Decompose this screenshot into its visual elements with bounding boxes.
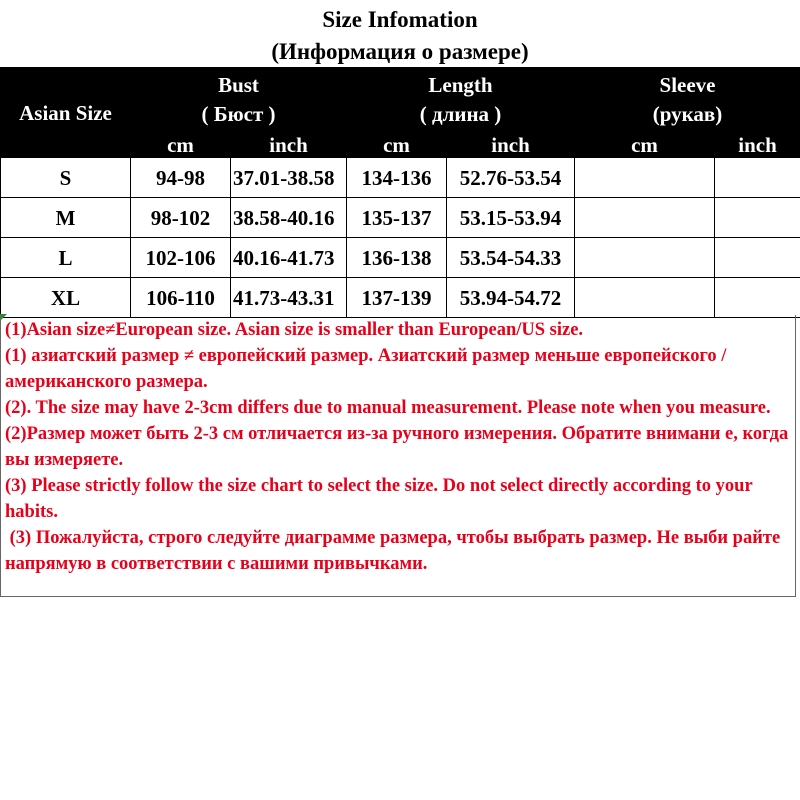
size-table [0,67,800,318]
header-sleeve [575,68,800,132]
header-sleeve-name: Sleeve [659,73,716,97]
sleeve-cm [575,158,715,198]
unit-bust-inch: inch [231,132,347,158]
bust-inch: 40.16-41.73 [231,238,347,278]
header-bust-sub: ( Бюст ) [201,102,276,126]
note-3-en: (3) Please strictly follow the size chart to select the size. Do not select directly according to your habits. [5,476,753,522]
header-length-sub: ( длина ) [419,102,502,126]
notes-box [0,315,796,597]
unit-sleeve-cm: cm [575,132,715,158]
header-bust [131,68,347,132]
size-label: M [1,198,131,238]
length-inch: 52.76-53.54 [447,158,575,198]
unit-length-inch: inch [447,132,575,158]
unit-length-cm: cm [347,132,447,158]
page-subtitle: (Информация о размере) [271,39,529,64]
length-cm: 135-137 [347,198,447,238]
length-inch: 53.54-54.33 [447,238,575,278]
table-row [1,238,800,278]
table-row [1,198,800,238]
length-inch: 53.94-54.72 [447,278,575,318]
size-label: XL [1,278,131,318]
size-label: L [1,238,131,278]
size-label: S [1,158,131,198]
header-sleeve-sub: (рукав) [652,102,723,126]
sleeve-cm [575,238,715,278]
length-cm: 136-138 [347,238,447,278]
bust-inch: 38.58-40.16 [231,198,347,238]
note-2-ru: (2)Размер может быть 2-3 см отличается из-за ручного измерения. Обратите внимани е, когда вы измеряете. [5,424,789,470]
bust-cm: 102-106 [131,238,231,278]
unit-sleeve-inch: inch [715,132,800,158]
length-cm: 137-139 [347,278,447,318]
bust-inch: 37.01-38.58 [231,158,347,198]
table-row [1,278,800,318]
bust-cm: 94-98 [131,158,231,198]
bust-cm: 98-102 [131,198,231,238]
bust-cm: 106-110 [131,278,231,318]
page-title: Size Infomation [322,7,478,32]
header-length [347,68,575,132]
length-cm: 134-136 [347,158,447,198]
sleeve-cm [575,278,715,318]
sleeve-inch [715,238,800,278]
header-bust-name: Bust [218,73,259,97]
table-row [1,158,800,198]
header-length-name: Length [428,73,493,97]
note-2-en: (2). The size may have 2-3cm differs due to manual measurement. Please note when you measure. [5,398,771,418]
unit-bust-cm: cm [131,132,231,158]
bust-inch: 41.73-43.31 [231,278,347,318]
header-size: Asian Size [1,68,131,158]
sleeve-inch [715,158,800,198]
note-1-ru: (1) азиатский размер ≠ европейский размер. Азиатский размер меньше европейского / американского размера. [5,346,727,392]
sleeve-inch [715,198,800,238]
note-3-ru: (3) Пожалуйста, строго следуйте диаграмме размера, чтобы выбрать размер. Не выби райте напрямую в соответствии с вашими привычками. [5,528,785,574]
length-inch: 53.15-53.94 [447,198,575,238]
note-1-en: (1)Asian size≠European size. Asian size is smaller than European/US size. [5,320,584,340]
sleeve-inch [715,278,800,318]
sleeve-cm [575,198,715,238]
